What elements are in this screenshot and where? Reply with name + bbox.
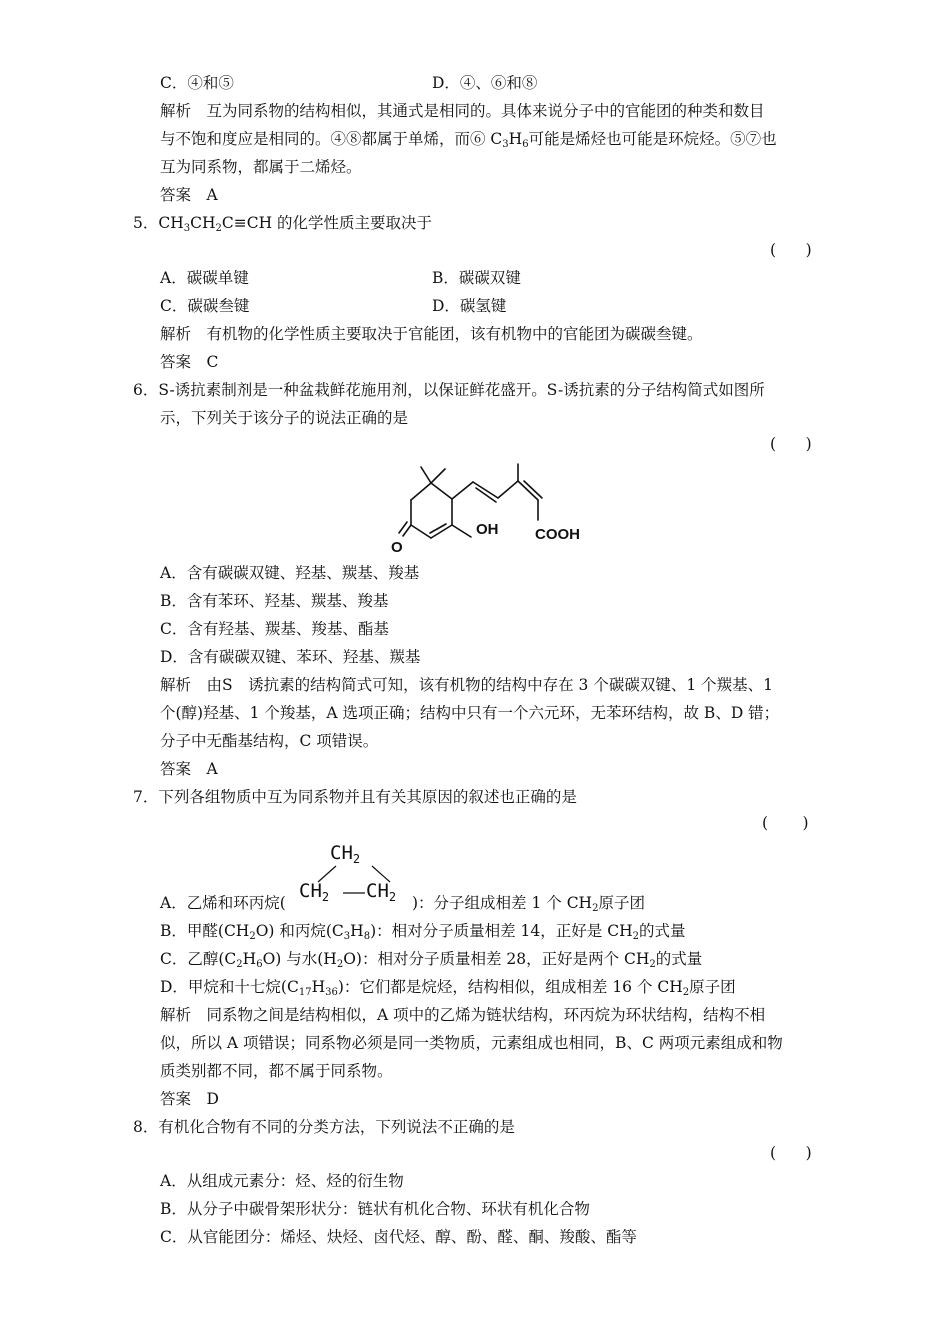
q7-option-d: D．甲烷和十七烷$(C_{17}H_{36})$：它们都是烷烃，结构相似，组成相差 16 个 $CH_2$原子团	[160, 978, 736, 998]
q5-option-b: B．碳碳双键	[432, 269, 521, 287]
q7-analysis-line1: 解析 同系物之间是结构相似，A 项中的乙烯为链状结构，环丙烷为环状结构，结构不相	[160, 1006, 766, 1024]
q4-analysis-line2: 与不饱和度应是相同的。④⑧都属于单烯，而⑥ $C_3H_6$可能是烯烃也可能是环烷烃。⑤⑦也	[160, 130, 777, 150]
q5-option-a: A．碳碳单键	[160, 269, 249, 287]
q4-analysis-line1: 解析 互为同系物的结构相似，其通式是相同的。具体来说分子中的官能团的种类和数目	[160, 102, 765, 120]
q7-stem: 7．下列各组物质中互为同系物并且有关其原因的叙述也正确的是	[133, 788, 577, 806]
q6-option-b: B．含有苯环、羟基、羰基、羧基	[160, 592, 389, 610]
q5-answer: 答案 C	[160, 353, 219, 371]
q4-option-d: D．④、⑥和⑧	[432, 74, 538, 92]
q6-analysis-line3: 分子中无酯基结构，C 项错误。	[160, 732, 379, 750]
s-abscisic-acid-structure	[385, 458, 605, 558]
q6-analysis-line1: 解析 由S 诱抗素的结构简式可知，该有机物的结构中存在 3 个碳碳双键、1 个羰基、1	[160, 676, 773, 694]
q7-option-b: B．甲醛$(CH_2O)$ 和丙烷$(C_3H_8)$：相对分子质量相差 14，正好是 $CH_2$的式量	[160, 922, 686, 942]
carboxyl-label: COOH	[535, 526, 580, 543]
q6-stem-line1: 6．S-诱抗素制剂是一种盆栽鲜花施用剂，以保证鲜花盛开。S-诱抗素的分子结构简式如图所	[133, 381, 765, 399]
q7-answer-blank: ( )	[762, 814, 809, 832]
q7-analysis-line2: 似，所以 A 项错误；同系物必须是同一类物质，元素组成也相同，B、C 两项元素组成和物	[160, 1034, 783, 1052]
q7-analysis-line3: 质类别都不同，都不属于同系物。	[160, 1062, 393, 1080]
q8-stem: 8．有机化合物有不同的分类方法，下列说法不正确的是	[133, 1118, 515, 1136]
q7-option-a-prefix: A．乙烯和环丙烷(	[160, 894, 286, 912]
q5-answer-blank: ( )	[770, 241, 812, 259]
q5-stem: 5．$CH_3CH_2C\equiv CH$ 的化学性质主要取决于	[133, 214, 433, 234]
q6-answer-blank: ( )	[770, 435, 812, 453]
hydroxyl-label: OH	[476, 521, 499, 538]
q8-option-c: C．从官能团分：烯烃、炔烃、卤代烃、醇、酚、醛、酮、羧酸、酯等	[160, 1228, 637, 1246]
ketone-oxygen-label: O	[391, 539, 403, 556]
q6-option-d: D．含有碳碳双键、苯环、羟基、羰基	[160, 648, 421, 666]
q7-option-a-suffix: )：分子组成相差 1 个 $CH_2$原子团	[412, 894, 645, 914]
q6-stem-line2: 示，下列关于该分子的说法正确的是	[160, 409, 409, 427]
q5-option-c: C．碳碳叁键	[160, 297, 250, 315]
q6-option-a: A．含有碳碳双键、羟基、羰基、羧基	[160, 564, 420, 582]
q5-option-d: D．碳氢键	[432, 297, 507, 315]
cyclopropane-structure	[296, 840, 416, 910]
q8-answer-blank: ( )	[770, 1144, 812, 1162]
q5-analysis: 解析 有机物的化学性质主要取决于官能团，该有机物中的官能团为碳碳叁键。	[160, 325, 703, 343]
q8-option-b: B．从分子中碳骨架形状分：链状有机化合物、环状有机化合物	[160, 1200, 590, 1218]
q7-option-c: C．乙醇$(C_2H_6O)$ 与水$(H_2O)$：相对分子质量相差 28，正好是两个 $CH_2$的式量	[160, 950, 703, 970]
q6-option-c: C．含有羟基、羰基、羧基、酯基	[160, 620, 389, 638]
q7-answer: 答案 D	[160, 1090, 219, 1108]
q4-option-c: C．④和⑤	[160, 74, 234, 92]
q6-analysis-line2: 个(醇)羟基、1 个羧基，A 选项正确；结构中只有一个六元环，无苯环结构，故 B、D 错；	[160, 704, 780, 722]
q4-answer: 答案 A	[160, 186, 218, 204]
q8-option-a: A．从组成元素分：烃、烃的衍生物	[160, 1172, 404, 1190]
ring-top-ch2: $CH_2$	[330, 842, 361, 866]
ring-right-ch2: $CH_2$	[366, 880, 397, 904]
ring-left-ch2: $CH_2$	[299, 880, 330, 904]
q4-analysis-line3: 互为同系物，都属于二烯烃。	[160, 158, 362, 176]
q6-answer: 答案 A	[160, 760, 218, 778]
